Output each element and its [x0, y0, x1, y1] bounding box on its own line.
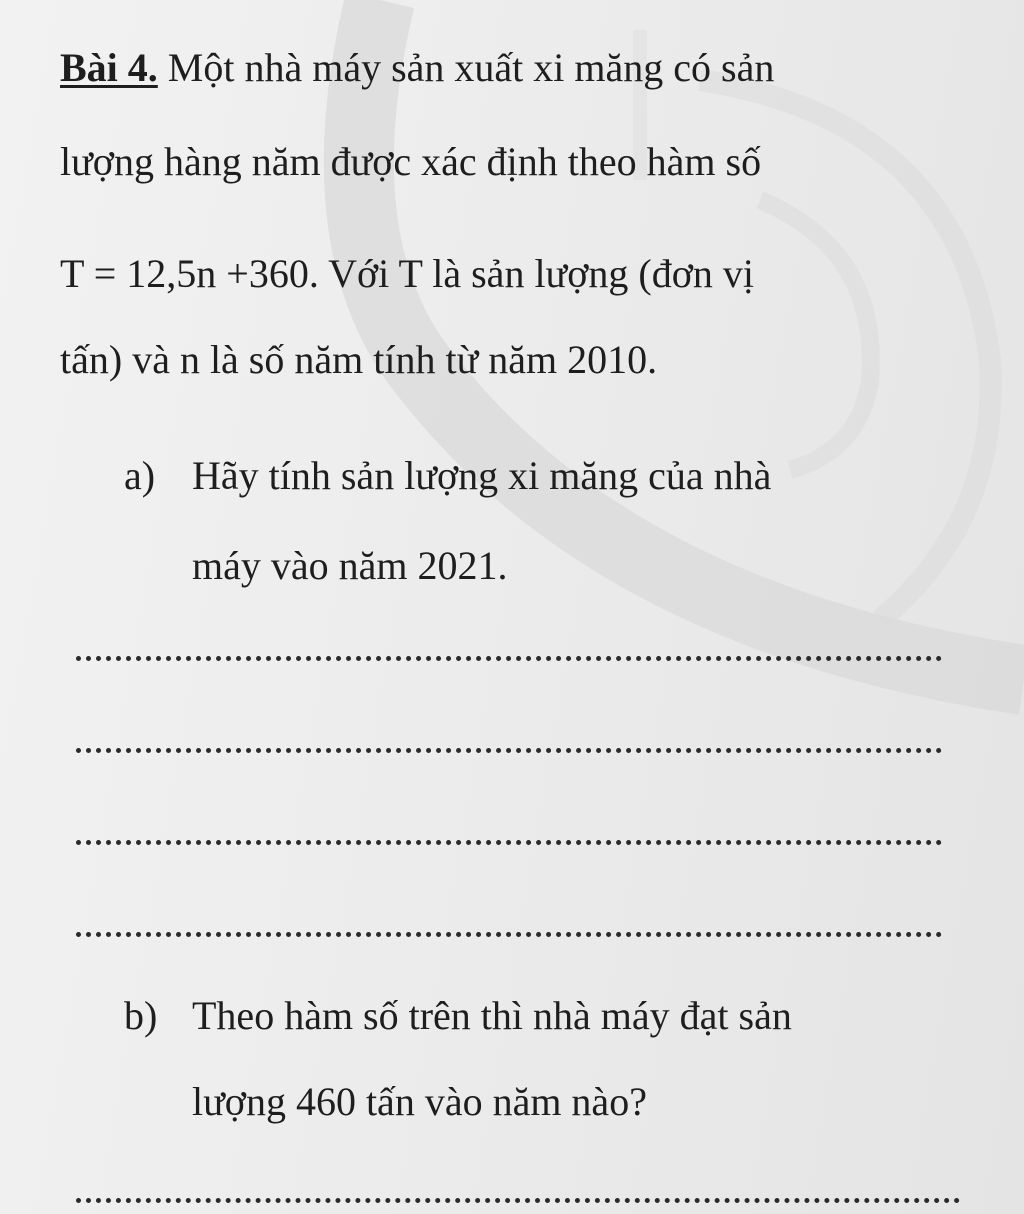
- part-b-line-1: [124, 992, 792, 1040]
- problem-text-1: Một nhà máy sản xuất xi măng có sản: [167, 45, 775, 90]
- part-b-line-2: lượng 460 tấn vào năm nào?: [192, 1079, 647, 1124]
- problem-line-2: lượng hàng năm được xác định theo hàm số: [60, 139, 762, 184]
- problem-label: Bài 4.: [60, 45, 158, 90]
- answer-line-5[interactable]: [76, 1198, 960, 1203]
- problem-text-3: Với T là sản lượng (đơn vị: [328, 251, 754, 296]
- answer-line-1[interactable]: [76, 656, 942, 661]
- answer-line-4[interactable]: [76, 932, 942, 937]
- answer-line-3[interactable]: [76, 840, 942, 845]
- part-a-line-2: máy vào năm 2021.: [192, 543, 508, 588]
- problem-line-3: [60, 250, 754, 298]
- part-a-label: a): [124, 453, 156, 498]
- answer-line-2[interactable]: [76, 748, 942, 753]
- problem-line-1: [60, 44, 774, 92]
- problem-line-4: tấn) và n là số năm tính từ năm 2010.: [60, 337, 658, 382]
- part-a-text-1: Hãy tính sản lượng xi măng của nhà: [192, 453, 772, 498]
- part-b-text-1: Theo hàm số trên thì nhà máy đạt sản: [192, 993, 792, 1038]
- part-a-line-1: [124, 452, 771, 500]
- formula: T = 12,5n +360.: [60, 251, 319, 296]
- part-b-label: b): [124, 993, 158, 1038]
